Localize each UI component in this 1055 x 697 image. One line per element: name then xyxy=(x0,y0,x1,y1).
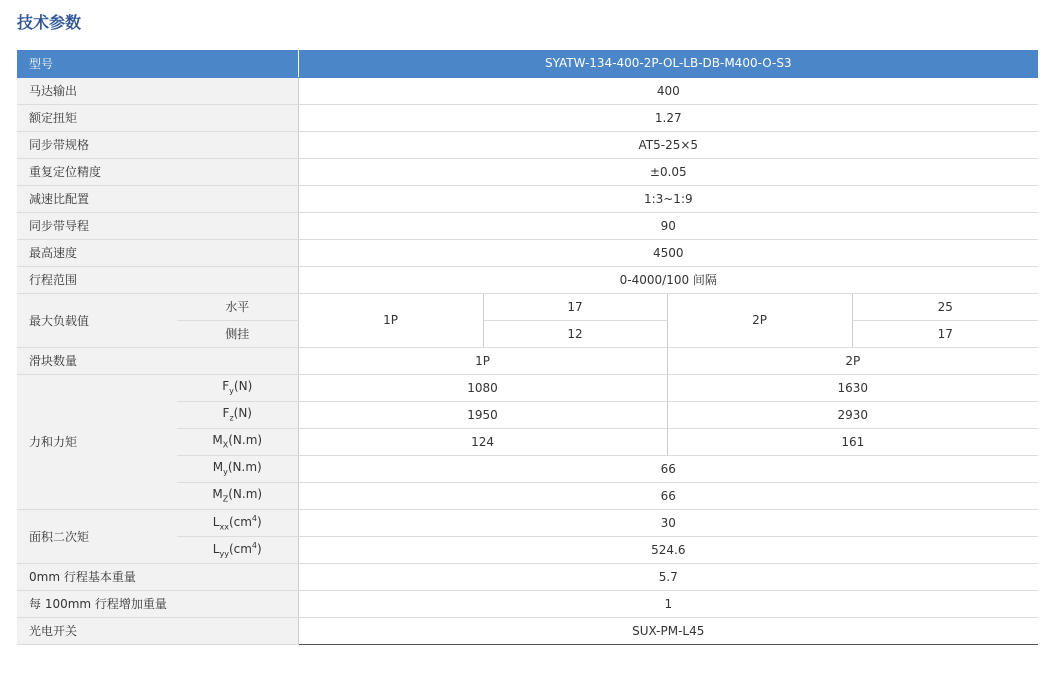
table-row xyxy=(17,266,1038,293)
row-value: 5.7 xyxy=(298,563,1038,590)
spec-table xyxy=(17,50,1038,645)
forces-label: 力和力矩 xyxy=(17,374,177,509)
max-load-1p-label: 1P xyxy=(298,293,483,347)
slider-count-label: 滑块数量 xyxy=(17,347,298,374)
fy-label: $F_y(N)$ xyxy=(177,374,298,401)
max-load-2p-label: 2P xyxy=(667,293,852,347)
table-row-force xyxy=(17,374,1038,401)
table-row-area xyxy=(17,509,1038,536)
row-value: 4500 xyxy=(298,239,1038,266)
row-label: 同步带导程 xyxy=(17,212,298,239)
row-label: 0mm 行程基本重量 xyxy=(17,563,298,590)
section-title: 技术参数 xyxy=(17,13,82,32)
model-value: SYATW-134-400-2P-OL-LB-DB-M400-O-S3 xyxy=(298,50,1038,77)
fy-2p: 1630 xyxy=(667,374,1038,401)
max-load-label: 最大负载值 xyxy=(17,293,177,347)
row-label: 同步带规格 xyxy=(17,131,298,158)
area-moment-label: 面积二次矩 xyxy=(17,509,177,563)
fz-1p: 1950 xyxy=(298,401,667,428)
mx-1p: 124 xyxy=(298,428,667,455)
table-row-max-load xyxy=(17,293,1038,320)
lyy-label: $L_{yy}(cm^4)$ xyxy=(177,536,298,563)
mx-label: $M_X(N.m)$ xyxy=(177,428,298,455)
row-value: 0-4000/100 间隔 xyxy=(298,266,1038,293)
row-value: 1:3~1:9 xyxy=(298,185,1038,212)
lxx-value: 30 xyxy=(298,509,1038,536)
row-value: 1.27 xyxy=(298,104,1038,131)
table-row xyxy=(17,239,1038,266)
my-label: $M_y(N.m)$ xyxy=(177,455,298,482)
mz-label: $M_Z(N.m)$ xyxy=(177,482,298,509)
row-value: 90 xyxy=(298,212,1038,239)
row-value: ±0.05 xyxy=(298,158,1038,185)
max-load-horizontal-label: 水平 xyxy=(177,293,298,320)
row-label: 光电开关 xyxy=(17,617,298,644)
slider-count-1p: 1P xyxy=(298,347,667,374)
row-label: 减速比配置 xyxy=(17,185,298,212)
max-load-2p-horizontal: 25 xyxy=(852,293,1038,320)
table-row xyxy=(17,617,1038,644)
table-row xyxy=(17,158,1038,185)
table-row xyxy=(17,563,1038,590)
table-row xyxy=(17,131,1038,158)
table-row xyxy=(17,104,1038,131)
row-label: 最高速度 xyxy=(17,239,298,266)
slider-count-2p: 2P xyxy=(667,347,1038,374)
row-value: AT5-25×5 xyxy=(298,131,1038,158)
model-label: 型号 xyxy=(17,50,298,77)
my-value: 66 xyxy=(298,455,1038,482)
row-label: 马达输出 xyxy=(17,77,298,104)
row-label: 每 100mm 行程增加重量 xyxy=(17,590,298,617)
row-value: 400 xyxy=(298,77,1038,104)
fz-label: $F_z(N)$ xyxy=(177,401,298,428)
row-label: 额定扭矩 xyxy=(17,104,298,131)
table-row xyxy=(17,185,1038,212)
max-load-1p-horizontal: 17 xyxy=(483,293,667,320)
mx-2p: 161 xyxy=(667,428,1038,455)
table-row-sliders xyxy=(17,347,1038,374)
fz-2p: 2930 xyxy=(667,401,1038,428)
max-load-2p-side: 17 xyxy=(852,320,1038,347)
lxx-label: $L_{xx}(cm^4)$ xyxy=(177,509,298,536)
row-label: 重复定位精度 xyxy=(17,158,298,185)
fy-1p: 1080 xyxy=(298,374,667,401)
table-row xyxy=(17,77,1038,104)
table-row xyxy=(17,590,1038,617)
table-row xyxy=(17,212,1038,239)
max-load-side-label: 侧挂 xyxy=(177,320,298,347)
table-header-row xyxy=(17,50,1038,77)
row-label: 行程范围 xyxy=(17,266,298,293)
mz-value: 66 xyxy=(298,482,1038,509)
lyy-value: 524.6 xyxy=(298,536,1038,563)
row-value: 1 xyxy=(298,590,1038,617)
row-value: SUX-PM-L45 xyxy=(298,617,1038,644)
max-load-1p-side: 12 xyxy=(483,320,667,347)
